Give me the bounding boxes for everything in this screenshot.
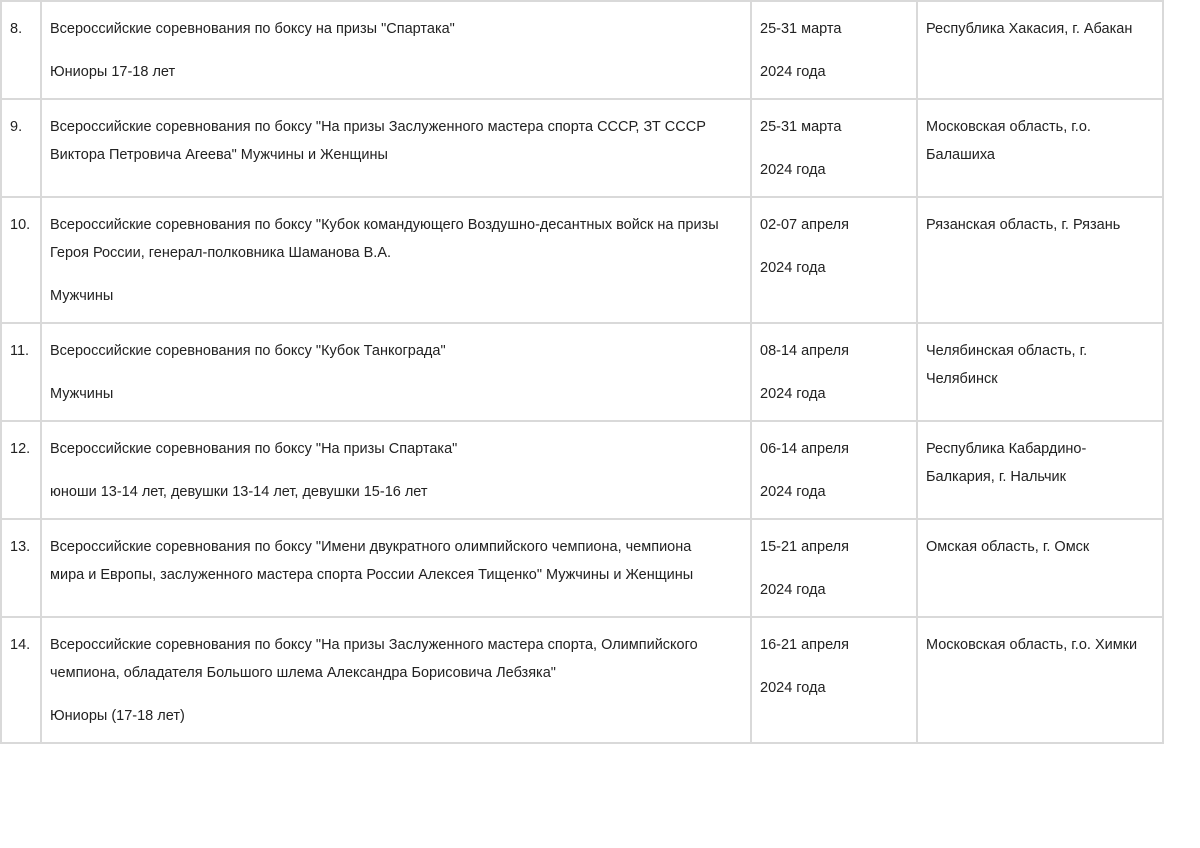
date-range: 06-14 апреля	[760, 441, 849, 457]
date-cell	[751, 323, 917, 421]
date-year: 2024 года	[760, 484, 826, 500]
date-cell	[751, 519, 917, 617]
place-cell: Московская область, г.о. Балашиха	[917, 99, 1163, 197]
row-number: 11.	[1, 323, 41, 421]
event-title-line: чемпиона, обладателя Большого шлема Александра Борисовича Лебзяка"	[50, 665, 556, 681]
row-number: 13.	[1, 519, 41, 617]
date-cell	[751, 421, 917, 519]
date-year: 2024 года	[760, 582, 826, 598]
date-year: 2024 года	[760, 680, 826, 696]
date-range: 25-31 марта	[760, 119, 842, 135]
event-cell	[41, 1, 751, 99]
place-cell: Республика Кабардино-Балкария, г. Нальчик	[917, 421, 1163, 519]
table-row	[1, 519, 1163, 617]
date-range: 16-21 апреля	[760, 637, 849, 653]
row-number: 8.	[1, 1, 41, 99]
table-row	[1, 421, 1163, 519]
event-title-line: Всероссийские соревнования по боксу "На призы Заслуженного мастера спорта СССР, ЗТ СССР	[50, 119, 706, 135]
place-cell: Омская область, г. Омск	[917, 519, 1163, 617]
event-cell	[41, 323, 751, 421]
table-row	[1, 617, 1163, 743]
event-title-line: Всероссийские соревнования по боксу "Кубок командующего Воздушно-десантных войск на призы	[50, 217, 719, 233]
event-title-line: Всероссийские соревнования по боксу на призы "Спартака"	[50, 21, 455, 37]
table-row	[1, 197, 1163, 323]
date-range: 25-31 марта	[760, 21, 842, 37]
event-category: юноши 13-14 лет, девушки 13-14 лет, девушки 15-16 лет	[50, 484, 428, 500]
event-title-line: Всероссийские соревнования по боксу "На призы Заслуженного мастера спорта, Олимпийского	[50, 637, 698, 653]
row-number: 14.	[1, 617, 41, 743]
date-range: 02-07 апреля	[760, 217, 849, 233]
event-cell	[41, 99, 751, 197]
row-number: 9.	[1, 99, 41, 197]
event-title-line: Виктора Петровича Агеева" Мужчины и Женщины	[50, 147, 388, 163]
date-range: 15-21 апреля	[760, 539, 849, 555]
place-cell: Московская область, г.о. Химки	[917, 617, 1163, 743]
table-row	[1, 323, 1163, 421]
event-title-line: Героя России, генерал-полковника Шаманова В.А.	[50, 245, 392, 261]
place-cell: Республика Хакасия, г. Абакан	[917, 1, 1163, 99]
event-cell	[41, 421, 751, 519]
event-cell	[41, 197, 751, 323]
table-row	[1, 99, 1163, 197]
place-cell: Рязанская область, г. Рязань	[917, 197, 1163, 323]
event-category: Юниоры (17-18 лет)	[50, 708, 185, 724]
date-cell	[751, 197, 917, 323]
date-cell	[751, 617, 917, 743]
event-cell	[41, 617, 751, 743]
date-range: 08-14 апреля	[760, 343, 849, 359]
row-number: 10.	[1, 197, 41, 323]
date-cell	[751, 1, 917, 99]
event-cell	[41, 519, 751, 617]
row-number: 12.	[1, 421, 41, 519]
events-table-body	[1, 1, 1163, 743]
event-title-line: Всероссийские соревнования по боксу "На призы Спартака"	[50, 441, 458, 457]
table-row	[1, 1, 1163, 99]
place-cell: Челябинская область, г. Челябинск	[917, 323, 1163, 421]
event-title-line: Всероссийские соревнования по боксу "Кубок Танкограда"	[50, 343, 446, 359]
date-year: 2024 года	[760, 386, 826, 402]
date-year: 2024 года	[760, 162, 826, 178]
event-category: Юниоры 17-18 лет	[50, 64, 176, 80]
date-year: 2024 года	[760, 260, 826, 276]
event-category: Мужчины	[50, 288, 114, 304]
event-title-line: Всероссийские соревнования по боксу "Имени двукратного олимпийского чемпиона, чемпиона	[50, 539, 692, 555]
event-title-line: мира и Европы, заслуженного мастера спорта России Алексея Тищенко" Мужчины и Женщины	[50, 567, 694, 583]
date-year: 2024 года	[760, 64, 826, 80]
date-cell	[751, 99, 917, 197]
event-category: Мужчины	[50, 386, 114, 402]
